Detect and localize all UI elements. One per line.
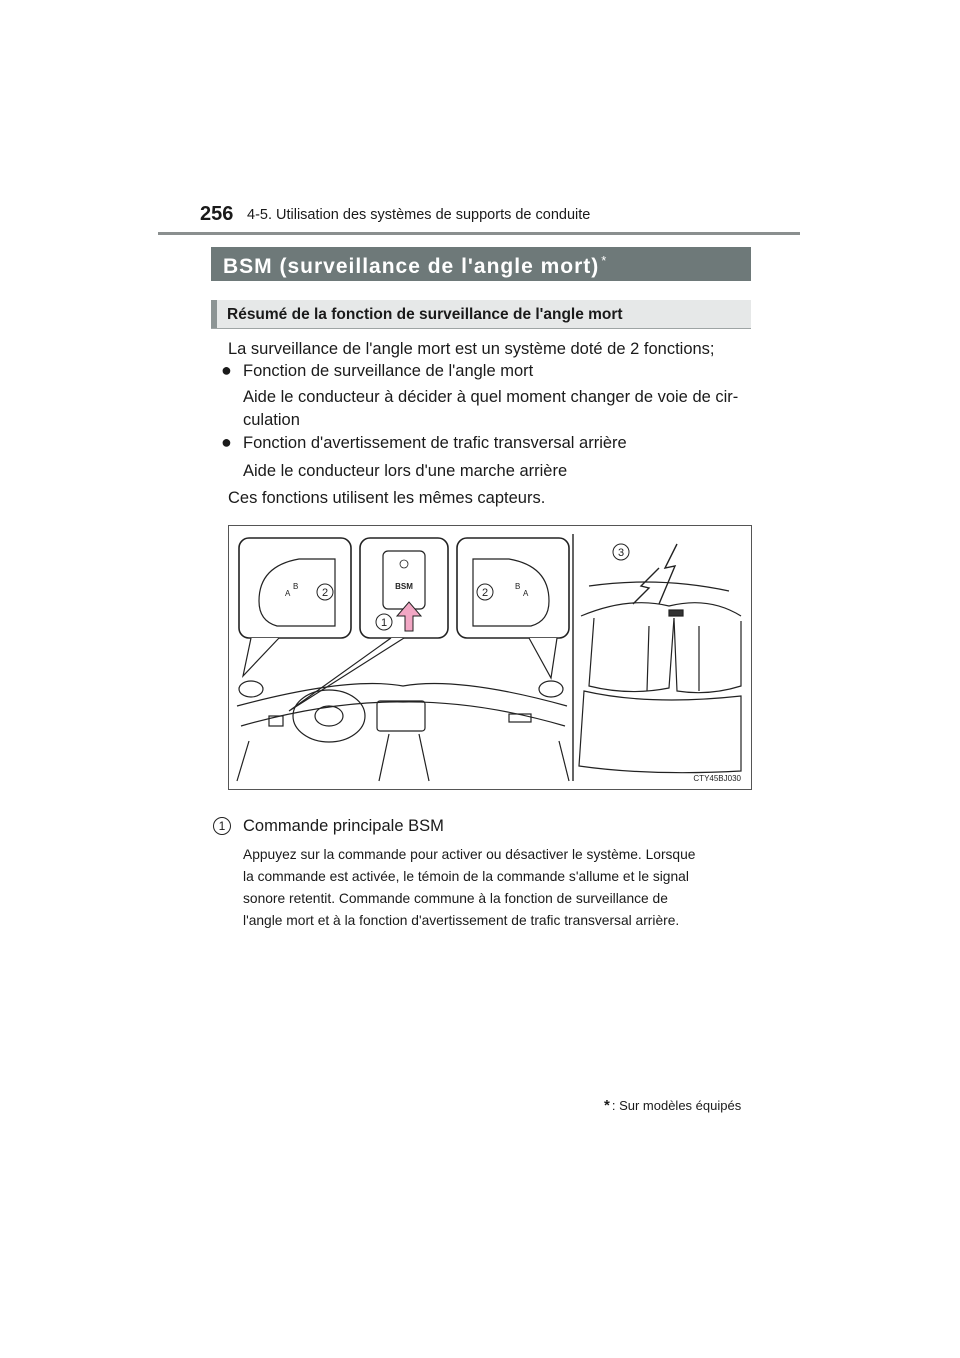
subsection-title: Résumé de la fonction de surveillance de l'angle mort [227, 306, 623, 323]
mirror-mark-b-left: B [293, 582, 299, 591]
bsm-switch-label: BSM [395, 582, 413, 591]
intro-text: La surveillance de l'angle mort est un système doté de 2 fonctions; [228, 340, 715, 358]
subsection-title-bar [211, 300, 751, 329]
section-title [223, 253, 607, 279]
mirror-mark-b-right: B [515, 582, 521, 591]
callout-1: 1 [380, 617, 388, 629]
section-title-text: BSM (surveillance de l'angle mort) [223, 255, 600, 278]
bullet-desc-2: Aide le conducteur lors d'une marche arrière [243, 462, 568, 480]
callout-2-left: 2 [321, 587, 329, 599]
bullet-title-2: Fonction d'avertissement de trafic transversal arrière [243, 434, 627, 452]
section-title-bar [211, 247, 751, 281]
page-number: 256 [200, 203, 234, 225]
asterisk-icon: * [601, 253, 608, 268]
legend-desc-line: Appuyez sur la commande pour activer ou désactiver le système. Lorsque [243, 847, 696, 862]
callout-2-right: 2 [481, 587, 489, 599]
callout-3: 3 [617, 547, 625, 559]
legend-title: Commande principale BSM [243, 817, 444, 835]
footnote [604, 1097, 741, 1114]
legend-desc-line: la commande est activée, le témoin de la commande s'allume et le signal [243, 869, 689, 884]
bsm-illustration-drawing [229, 526, 751, 789]
mirror-mark-a-left: A [285, 589, 291, 598]
chapter-heading: 4-5. Utilisation des systèmes de supports de conduite [247, 207, 591, 223]
bullet-icon: ● [221, 360, 232, 380]
bsm-illustration [228, 525, 752, 790]
header-divider [158, 232, 800, 235]
bullet-desc-1-line1: Aide le conducteur à décider à quel moment changer de voie de cir- [243, 388, 739, 406]
footnote-text: : Sur modèles équipés [611, 1098, 742, 1113]
legend-desc-line: l'angle mort et à la fonction d'avertissement de trafic transversal arrière. [243, 913, 680, 928]
bullet-icon: ● [221, 432, 232, 452]
subsection-accent [211, 300, 217, 328]
legend-number: 1 [213, 817, 231, 835]
asterisk-icon: * [604, 1097, 610, 1114]
legend-description [243, 844, 743, 932]
mirror-mark-a-right: A [523, 589, 529, 598]
outro-text: Ces fonctions utilisent les mêmes capteurs. [228, 489, 546, 507]
figure-code: CTY45BJ030 [693, 774, 741, 783]
bullet-desc-1-line2: culation [243, 411, 300, 429]
legend-desc-line: sonore retentit. Commande commune à la fonction de surveillance de [243, 891, 668, 906]
bullet-title-1: Fonction de surveillance de l'angle mort [243, 362, 534, 380]
